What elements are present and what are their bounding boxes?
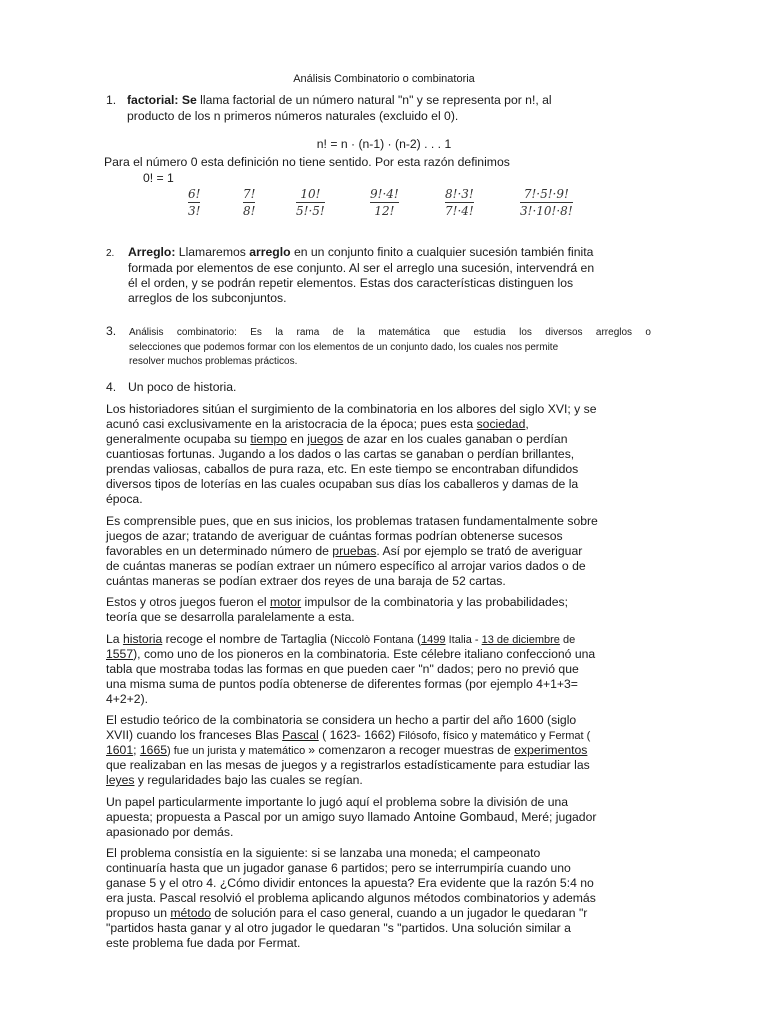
- s2-text-b: en un conjunto finito a cualquier sucesión también finita: [290, 245, 594, 259]
- p1-text-d: de azar en los cuales ganaban o perdían: [343, 432, 568, 446]
- p5-semicolon: ;: [133, 743, 140, 757]
- p1-line-6: diversos tipos de loterías en las cuales ocupaban sus días los caballeros y damas de la: [106, 477, 579, 491]
- p3-line-1: [106, 595, 568, 611]
- fraction-4: [370, 187, 399, 218]
- section-3-line-2: selecciones que podemos formar con los elementos de un conjunto dado, los cuales nos permite: [129, 342, 559, 353]
- section-2-line-2: formada por elementos de ese conjunto. Al ser el arreglo una sucesión, intervendrá en: [128, 261, 595, 275]
- section-1-line-2: producto de los n primeros números naturales (excluido el 0).: [127, 109, 459, 123]
- fraction-1-numerator: 6!: [188, 187, 201, 201]
- link-1601[interactable]: 1601: [106, 743, 134, 757]
- section-3-number: 3.: [106, 324, 117, 338]
- s2-text-a: Llamaremos: [175, 245, 250, 259]
- p5-years: ( 1623- 1662): [318, 728, 396, 742]
- p2-line-4: de cuántas maneras se podían extraer un número específico al arrojar varios dados o de: [106, 559, 586, 573]
- p4-de: de: [559, 634, 576, 646]
- p1-line-1: Los historiadores sitúan el surgimiento de la combinatoria en los albores del siglo XVI; y se: [106, 402, 597, 416]
- fraction-6-denominator: 3!·10!·8!: [520, 204, 573, 218]
- p2-line-1: Es comprensible pues, que en sus inicios, los problemas tratasen fundamentalmente sobre: [106, 514, 598, 528]
- p6-gombaud: Antoine Gombaud,: [413, 810, 518, 824]
- link-historia[interactable]: historia: [122, 632, 163, 646]
- p2-text-b: . Así por ejemplo se trató de averiguar: [376, 544, 583, 558]
- p1-line-5: prendas valiosas, caballos de pura raza, etc. En este tiempo se encontraban difundidos: [106, 462, 579, 476]
- p5-line-5: [106, 773, 363, 789]
- p5-text-a: XVII) cuando los franceses Blas: [106, 728, 283, 742]
- link-tiempo[interactable]: tiempo: [250, 432, 287, 446]
- p1-line-3: [106, 432, 567, 448]
- p2-line-3: [106, 544, 582, 560]
- link-metodo[interactable]: método: [170, 906, 212, 920]
- section-2-line-3: él el orden, y se podrán repetir elementos. Estas dos características distinguen los: [128, 276, 574, 290]
- fraction-2-numerator: 7!: [243, 187, 256, 201]
- section-4-heading: Un poco de historia.: [128, 380, 237, 394]
- p4-line-5: 4+2+2).: [106, 692, 149, 706]
- fraction-6: [520, 187, 573, 218]
- section-2-line-1: [128, 245, 593, 261]
- fraction-1-denominator: 3!: [188, 204, 201, 218]
- p3-text-a: Estos y otros juegos fueron el: [106, 595, 270, 609]
- p5-jurista: ) fue un jurista y matemático: [167, 745, 309, 757]
- p5-text-c: y regularidades bajo las cuales se regían.: [134, 773, 363, 787]
- zero-factorial-definition: 0! = 1: [143, 171, 174, 185]
- p6-line-2: [106, 810, 596, 826]
- p1-line-4: cuantiosas fortunas. Jugando a los dados o las cartas se ganaban o perdían brillantes,: [106, 447, 575, 461]
- link-leyes[interactable]: leyes: [106, 773, 135, 787]
- fraction-6-numerator: 7!·5!·9!: [523, 187, 569, 201]
- arreglo-term: Arreglo:: [128, 245, 176, 259]
- p1-line-2: [106, 417, 529, 433]
- section-1-note: Para el número 0 esta definición no tiene sentido. Por esta razón definimos: [104, 155, 510, 169]
- p6-text-b: Meré; jugador: [517, 810, 597, 824]
- section-1-line-1: [127, 93, 552, 109]
- p5-text-b: » comenzaron a recoger muestras de: [308, 743, 515, 757]
- link-1665[interactable]: 1665: [139, 743, 168, 757]
- fraction-4-numerator: 9!·4!: [370, 187, 399, 201]
- document-title: Análisis Combinatorio o combinatoria: [293, 73, 475, 85]
- p7-line-3: ganase 5 y el otro 4. ¿Cómo dividir entonces la apuesta? Era evidente que la razón 5:4 no: [106, 876, 594, 890]
- p7-text-a: propuso un: [106, 906, 171, 920]
- p7-line-4: era justa. Pascal resolvió el problema aplicando algunos métodos combinatorios y además: [106, 891, 596, 905]
- section-3-line-1: Análisis combinatorio: Es la rama de la matemática que estudia los diversos arreglos o: [129, 327, 651, 338]
- p6-text-a: apuesta; propuesta a Pascal por un amigo suyo llamado: [106, 810, 414, 824]
- link-motor[interactable]: motor: [269, 595, 302, 609]
- p4-line-2: [106, 647, 595, 663]
- p6-line-3: apasionado por demás.: [106, 825, 234, 839]
- p1-text-b: generalmente ocupaba su: [106, 432, 251, 446]
- p4-line-3: tabla que mostraba todas las formas en que pueden caer "n" dados; pero no previó que: [106, 662, 579, 676]
- fraction-5-denominator: 7!·4!: [445, 204, 474, 218]
- p7-line-2: continuaría hasta que un jugador ganase 6 partidos; pero se interrumpiría cuando uno: [106, 861, 571, 875]
- section-2-number: 2.: [106, 248, 115, 259]
- fraction-5-numerator: 8!·3!: [445, 187, 474, 201]
- p5-line-1: El estudio teórico de la combinatoria se considera un hecho a partir del año 1600 (siglo: [106, 713, 577, 727]
- p3-text-b: impulsor de la combinatoria y las probabilidades;: [301, 595, 569, 609]
- section-3-line-3: resolver muchos problemas prácticos.: [129, 356, 298, 367]
- p5-line-4: que realizaban en las mesas de juegos y a registrarlos estadísticamente para estudiar las: [106, 758, 590, 772]
- p1-line-7: época.: [106, 492, 143, 506]
- p2-line-2: juegos de azar; tratando de averiguar de cuántas formas podrían obtenerse sucesos: [106, 529, 563, 543]
- fraction-5: [445, 187, 474, 218]
- p5-filosofo: Filósofo, físico y matemático y Fermat (: [395, 730, 591, 742]
- link-pascal[interactable]: Pascal: [282, 728, 319, 742]
- p4-text-a: La: [106, 632, 123, 646]
- factorial-formula: n! = n · (n-1) · (n-2) . . . 1: [316, 137, 452, 151]
- link-juegos[interactable]: juegos: [307, 432, 344, 446]
- p3-line-2: teoría que se desarrolla paralelamente a esta.: [106, 610, 355, 624]
- factorial-exercises: [180, 187, 600, 221]
- p7-line-6: "partidos hasta ganar y al otro jugador le quedaran "s "partidos. Una solución similar a: [106, 921, 571, 935]
- p1-text: acunó casi exclusivamente en la aristocracia de la época; pues esta: [106, 417, 477, 431]
- fraction-2-denominator: 8!: [243, 204, 256, 218]
- fraction-3-numerator: 10!: [300, 187, 321, 201]
- p1-text-c: en: [286, 432, 308, 446]
- section-2-line-4: arreglos de los subconjuntos.: [128, 291, 287, 305]
- p2-text-a: favorables en un determinado número de: [106, 544, 333, 558]
- p4-fontana: Niccolò Fontana: [334, 634, 414, 646]
- s2-arreglo-bold: arreglo: [249, 245, 291, 259]
- p6-line-1: Un papel particularmente importante lo jugó aquí el problema sobre la división de una: [106, 795, 569, 809]
- p4-italia: Italia -: [445, 634, 482, 646]
- fraction-3: [296, 187, 325, 218]
- link-pruebas[interactable]: pruebas: [332, 544, 377, 558]
- p4-text-b: recoge el nombre de Tartaglia (: [162, 632, 335, 646]
- fraction-4-denominator: 12!: [374, 204, 395, 218]
- link-1499[interactable]: 1499: [421, 634, 446, 646]
- p4-line-4: una misma suma de puntos podía obtenerse de diferentes formas (por ejemplo 4+1+3=: [106, 677, 578, 691]
- p7-line-5: [106, 906, 587, 922]
- p4-text-c: ), como uno de los pioneros en la combinatoria. Este célebre italiano confeccionó una: [133, 647, 596, 661]
- p1-comma: ,: [525, 417, 529, 431]
- section-1-text-1: llama factorial de un número natural "n" y se representa por n!, al: [196, 93, 552, 107]
- p4-paren: (: [413, 632, 422, 646]
- link-13-diciembre[interactable]: 13 de diciembre: [481, 634, 560, 646]
- fraction-1: [188, 187, 200, 218]
- p7-line-7: este problema fue dada por Fermat.: [106, 936, 301, 950]
- section-4-number: 4.: [106, 380, 117, 394]
- link-experimentos[interactable]: experimentos: [514, 743, 588, 757]
- section-1-number: 1.: [106, 93, 117, 107]
- p7-line-1: El problema consistía en la siguiente: si se lanzaba una moneda; el campeonato: [106, 846, 541, 860]
- p7-text-b: de solución para el caso general, cuando a un jugador le quedaran "r: [211, 906, 588, 920]
- link-1557[interactable]: 1557: [106, 647, 134, 661]
- p2-line-5: cuántas maneras se podían extraer dos reyes de una baraja de 52 cartas.: [106, 574, 506, 588]
- fraction-2: [243, 187, 255, 218]
- factorial-term: factorial: Se: [127, 93, 197, 107]
- fraction-3-denominator: 5!·5!: [296, 204, 325, 218]
- link-sociedad[interactable]: sociedad: [476, 417, 526, 431]
